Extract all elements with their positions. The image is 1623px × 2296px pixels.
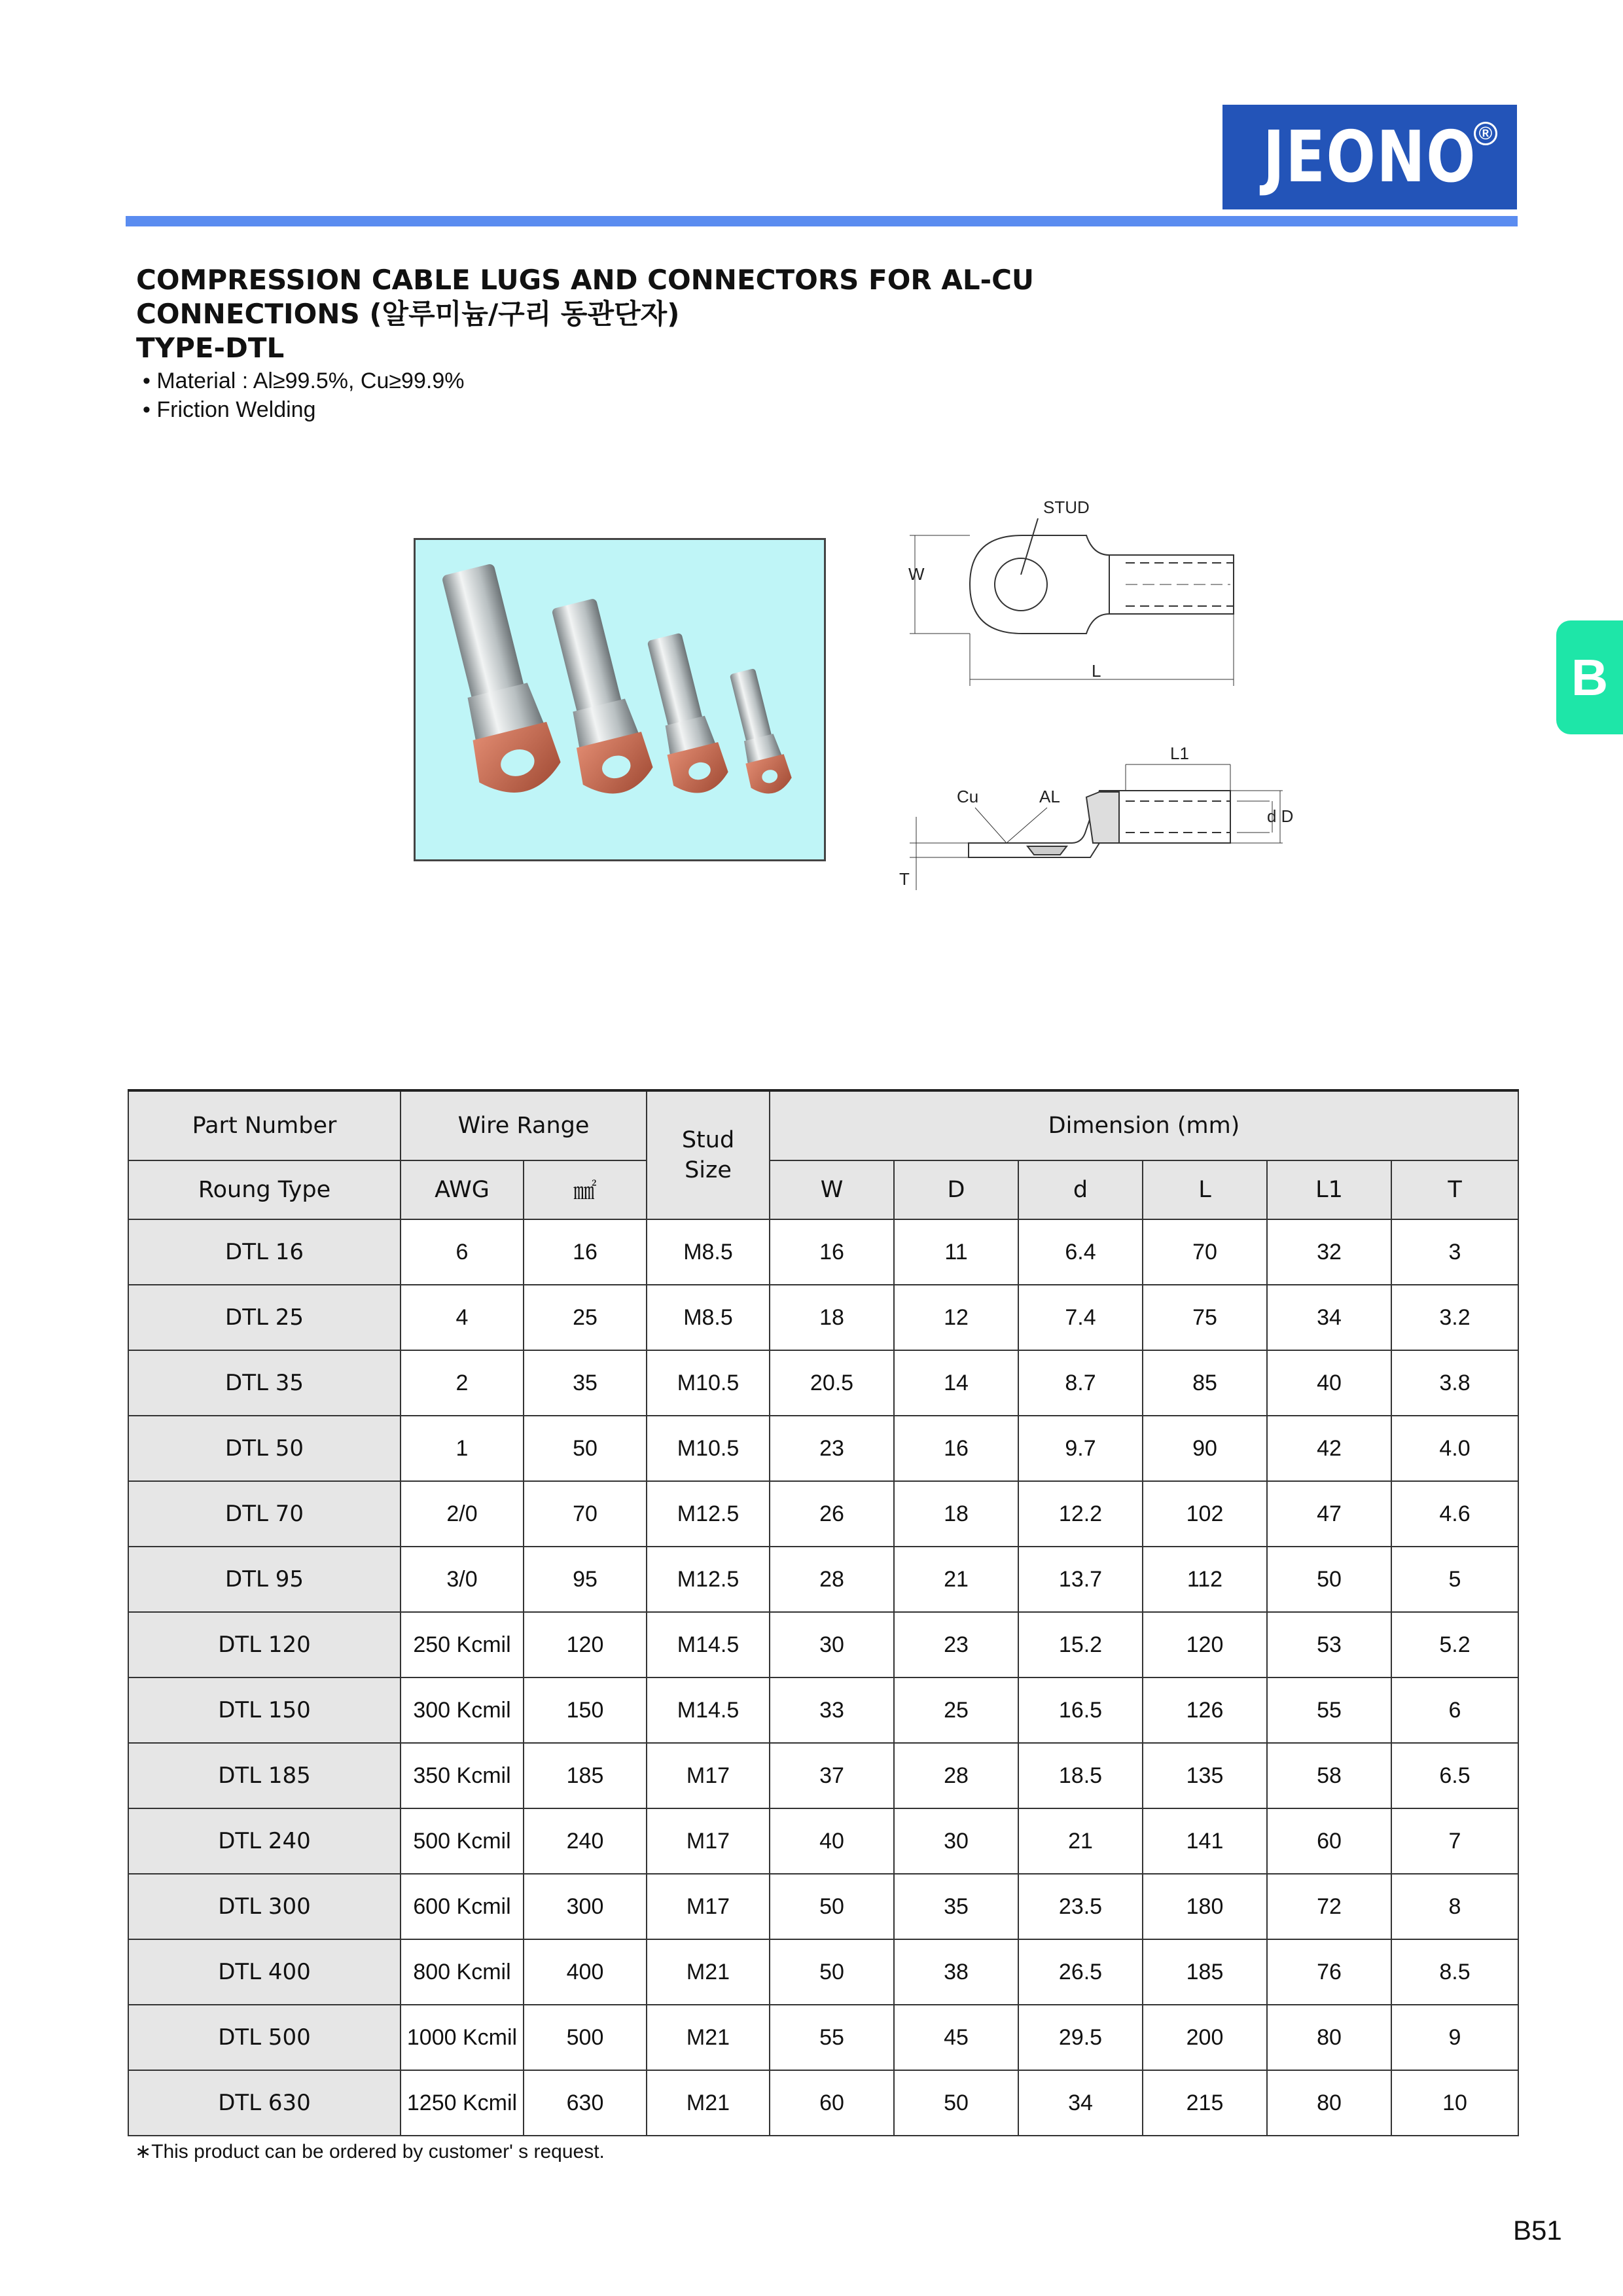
cell-part-number: DTL 500 xyxy=(128,2005,401,2070)
label-l1: L1 xyxy=(1170,744,1189,763)
cell-stud-size: M17 xyxy=(647,1874,770,1939)
cell-awg: 1000 Kcmil xyxy=(401,2005,524,2070)
cell-stud-size: M14.5 xyxy=(647,1677,770,1743)
header-divider xyxy=(126,216,1518,226)
cell-l: 75 xyxy=(1143,1285,1267,1350)
cell-l: 102 xyxy=(1143,1481,1267,1547)
section-tab[interactable]: B xyxy=(1556,620,1623,734)
cell-d: 23.5 xyxy=(1018,1874,1143,1939)
cell-d: 7.4 xyxy=(1018,1285,1143,1350)
header-l: L xyxy=(1143,1160,1267,1219)
cell-awg: 300 Kcmil xyxy=(401,1677,524,1743)
table-row xyxy=(128,1416,1518,1481)
cell-l1: 53 xyxy=(1267,1612,1391,1677)
cell-w: 40 xyxy=(770,1808,894,1874)
cable-lugs-illustration xyxy=(416,540,824,859)
label-l: L xyxy=(1092,661,1101,681)
cell-part-number: DTL 16 xyxy=(128,1219,401,1285)
cell-t: 5 xyxy=(1391,1547,1518,1612)
cell-t: 8.5 xyxy=(1391,1939,1518,2005)
feature-welding: • Friction Welding xyxy=(143,397,316,422)
cell-part-number: DTL 120 xyxy=(128,1612,401,1677)
footnote: ∗This product can be ordered by customer' s request. xyxy=(135,2141,605,2162)
table-row xyxy=(128,1874,1518,1939)
cell-d: 9.7 xyxy=(1018,1416,1143,1481)
cell-awg: 3/0 xyxy=(401,1547,524,1612)
cell-t: 8 xyxy=(1391,1874,1518,1939)
cell-w: 60 xyxy=(770,2070,894,2136)
cell-stud-size: M10.5 xyxy=(647,1416,770,1481)
cell-stud-size: M21 xyxy=(647,2070,770,2136)
cell-w: 20.5 xyxy=(770,1350,894,1416)
cell-w: 28 xyxy=(770,1547,894,1612)
header-round-type: Roung Type xyxy=(128,1160,401,1219)
brand-logo xyxy=(1222,105,1517,209)
cell-D: 16 xyxy=(894,1416,1018,1481)
cell-mm2: 50 xyxy=(524,1416,647,1481)
header-d: d xyxy=(1018,1160,1143,1219)
cell-t: 4.0 xyxy=(1391,1416,1518,1481)
cell-l: 135 xyxy=(1143,1743,1267,1808)
cell-d: 6.4 xyxy=(1018,1219,1143,1285)
cell-w: 30 xyxy=(770,1612,894,1677)
cell-w: 50 xyxy=(770,1874,894,1939)
cell-stud-size: M10.5 xyxy=(647,1350,770,1416)
cell-stud-size: M12.5 xyxy=(647,1547,770,1612)
cell-awg: 4 xyxy=(401,1285,524,1350)
cell-l1: 42 xyxy=(1267,1416,1391,1481)
cell-mm2: 400 xyxy=(524,1939,647,2005)
header-D: D xyxy=(894,1160,1018,1219)
product-photo xyxy=(414,538,826,861)
cell-D: 23 xyxy=(894,1612,1018,1677)
feature-list xyxy=(143,367,464,424)
label-dD: d D xyxy=(1267,806,1294,826)
header-part-number: Part Number xyxy=(128,1090,401,1160)
cell-awg: 1 xyxy=(401,1416,524,1481)
cell-l1: 72 xyxy=(1267,1874,1391,1939)
header-dimension: Dimension (mm) xyxy=(770,1090,1518,1160)
page-title xyxy=(136,263,1034,365)
cell-stud-size: M17 xyxy=(647,1808,770,1874)
cell-D: 50 xyxy=(894,2070,1018,2136)
cell-part-number: DTL 70 xyxy=(128,1481,401,1547)
table-row xyxy=(128,1808,1518,1874)
header-wire-range: Wire Range xyxy=(401,1090,647,1160)
feature-material: • Material : Al≥99.5%, Cu≥99.9% xyxy=(143,368,465,393)
cell-l: 126 xyxy=(1143,1677,1267,1743)
cell-awg: 1250 Kcmil xyxy=(401,2070,524,2136)
cell-l1: 34 xyxy=(1267,1285,1391,1350)
cell-l: 215 xyxy=(1143,2070,1267,2136)
cell-d: 21 xyxy=(1018,1808,1143,1874)
table-row xyxy=(128,1219,1518,1285)
cell-mm2: 185 xyxy=(524,1743,647,1808)
cell-D: 14 xyxy=(894,1350,1018,1416)
cell-l: 112 xyxy=(1143,1547,1267,1612)
cell-mm2: 35 xyxy=(524,1350,647,1416)
cell-part-number: DTL 400 xyxy=(128,1939,401,2005)
cell-t: 6.5 xyxy=(1391,1743,1518,1808)
cell-mm2: 95 xyxy=(524,1547,647,1612)
table-row xyxy=(128,1285,1518,1350)
table-row xyxy=(128,1547,1518,1612)
cell-mm2: 240 xyxy=(524,1808,647,1874)
cell-l1: 80 xyxy=(1267,2070,1391,2136)
cell-l: 180 xyxy=(1143,1874,1267,1939)
cell-stud-size: M21 xyxy=(647,2005,770,2070)
label-al: AL xyxy=(1039,787,1060,806)
title-line-1: COMPRESSION CABLE LUGS AND CONNECTORS FOR AL-CU xyxy=(136,264,1035,296)
header-awg: AWG xyxy=(401,1160,524,1219)
table-row xyxy=(128,1481,1518,1547)
cell-awg: 350 Kcmil xyxy=(401,1743,524,1808)
cell-mm2: 630 xyxy=(524,2070,647,2136)
cell-l1: 60 xyxy=(1267,1808,1391,1874)
cell-l1: 47 xyxy=(1267,1481,1391,1547)
cell-l: 120 xyxy=(1143,1612,1267,1677)
cell-t: 7 xyxy=(1391,1808,1518,1874)
table-row xyxy=(128,2070,1518,2136)
cell-t: 3.2 xyxy=(1391,1285,1518,1350)
cell-D: 21 xyxy=(894,1547,1018,1612)
cell-mm2: 25 xyxy=(524,1285,647,1350)
label-w: W xyxy=(908,564,925,584)
header-stud-size: Stud Size xyxy=(647,1090,770,1219)
table-row xyxy=(128,1939,1518,2005)
cell-part-number: DTL 240 xyxy=(128,1808,401,1874)
cell-l: 200 xyxy=(1143,2005,1267,2070)
cell-stud-size: M8.5 xyxy=(647,1219,770,1285)
cell-l: 185 xyxy=(1143,1939,1267,2005)
cell-awg: 800 Kcmil xyxy=(401,1939,524,2005)
label-cu: Cu xyxy=(957,787,979,806)
page-number: B51 xyxy=(1513,2215,1562,2246)
cell-D: 28 xyxy=(894,1743,1018,1808)
cell-D: 12 xyxy=(894,1285,1018,1350)
cell-d: 26.5 xyxy=(1018,1939,1143,2005)
table-row xyxy=(128,1677,1518,1743)
cell-d: 12.2 xyxy=(1018,1481,1143,1547)
cell-l: 85 xyxy=(1143,1350,1267,1416)
cell-stud-size: M14.5 xyxy=(647,1612,770,1677)
cell-awg: 500 Kcmil xyxy=(401,1808,524,1874)
cell-D: 11 xyxy=(894,1219,1018,1285)
cell-part-number: DTL 35 xyxy=(128,1350,401,1416)
cell-awg: 2 xyxy=(401,1350,524,1416)
table-row xyxy=(128,1350,1518,1416)
cell-D: 38 xyxy=(894,1939,1018,2005)
cell-w: 18 xyxy=(770,1285,894,1350)
cell-l1: 50 xyxy=(1267,1547,1391,1612)
cell-part-number: DTL 50 xyxy=(128,1416,401,1481)
cell-t: 9 xyxy=(1391,2005,1518,2070)
cell-part-number: DTL 185 xyxy=(128,1743,401,1808)
registered-mark: ® xyxy=(1474,122,1497,145)
cell-d: 29.5 xyxy=(1018,2005,1143,2070)
cell-mm2: 500 xyxy=(524,2005,647,2070)
cell-d: 13.7 xyxy=(1018,1547,1143,1612)
cell-mm2: 300 xyxy=(524,1874,647,1939)
cell-t: 10 xyxy=(1391,2070,1518,2136)
cell-awg: 6 xyxy=(401,1219,524,1285)
cell-D: 30 xyxy=(894,1808,1018,1874)
table-row xyxy=(128,1612,1518,1677)
cell-part-number: DTL 630 xyxy=(128,2070,401,2136)
cell-stud-size: M8.5 xyxy=(647,1285,770,1350)
cell-D: 18 xyxy=(894,1481,1018,1547)
header-mm2: ㎟ xyxy=(524,1160,647,1219)
title-line-2: CONNECTIONS (알루미늄/구리 동관단자) xyxy=(136,298,680,330)
cell-D: 45 xyxy=(894,2005,1018,2070)
cell-d: 18.5 xyxy=(1018,1743,1143,1808)
cell-D: 25 xyxy=(894,1677,1018,1743)
dimension-drawing xyxy=(897,490,1315,895)
specification-table xyxy=(128,1089,1519,2136)
cell-l1: 55 xyxy=(1267,1677,1391,1743)
cell-t: 5.2 xyxy=(1391,1612,1518,1677)
cell-t: 3 xyxy=(1391,1219,1518,1285)
cell-part-number: DTL 95 xyxy=(128,1547,401,1612)
table-row xyxy=(128,1743,1518,1808)
cell-part-number: DTL 25 xyxy=(128,1285,401,1350)
cell-w: 37 xyxy=(770,1743,894,1808)
cell-w: 26 xyxy=(770,1481,894,1547)
cell-mm2: 150 xyxy=(524,1677,647,1743)
cell-d: 34 xyxy=(1018,2070,1143,2136)
cell-l1: 40 xyxy=(1267,1350,1391,1416)
label-stud: STUD xyxy=(1043,497,1090,517)
cell-part-number: DTL 300 xyxy=(128,1874,401,1939)
label-t: T xyxy=(899,869,910,889)
cell-awg: 600 Kcmil xyxy=(401,1874,524,1939)
cell-t: 4.6 xyxy=(1391,1481,1518,1547)
cell-d: 16.5 xyxy=(1018,1677,1143,1743)
cell-t: 6 xyxy=(1391,1677,1518,1743)
cell-stud-size: M17 xyxy=(647,1743,770,1808)
cell-mm2: 70 xyxy=(524,1481,647,1547)
cell-l: 141 xyxy=(1143,1808,1267,1874)
cell-d: 15.2 xyxy=(1018,1612,1143,1677)
cell-w: 33 xyxy=(770,1677,894,1743)
cell-l1: 58 xyxy=(1267,1743,1391,1808)
cell-l1: 32 xyxy=(1267,1219,1391,1285)
cell-d: 8.7 xyxy=(1018,1350,1143,1416)
cell-stud-size: M12.5 xyxy=(647,1481,770,1547)
cell-w: 50 xyxy=(770,1939,894,2005)
cell-stud-size: M21 xyxy=(647,1939,770,2005)
cell-l1: 76 xyxy=(1267,1939,1391,2005)
table-row xyxy=(128,2005,1518,2070)
cell-awg: 2/0 xyxy=(401,1481,524,1547)
header-w: W xyxy=(770,1160,894,1219)
cell-D: 35 xyxy=(894,1874,1018,1939)
cell-awg: 250 Kcmil xyxy=(401,1612,524,1677)
cell-mm2: 16 xyxy=(524,1219,647,1285)
cell-mm2: 120 xyxy=(524,1612,647,1677)
title-line-3: TYPE-DTL xyxy=(136,332,285,364)
brand-name: JEONO xyxy=(1262,116,1477,198)
cell-part-number: DTL 150 xyxy=(128,1677,401,1743)
cell-l: 70 xyxy=(1143,1219,1267,1285)
cell-t: 3.8 xyxy=(1391,1350,1518,1416)
cell-w: 55 xyxy=(770,2005,894,2070)
cell-w: 23 xyxy=(770,1416,894,1481)
header-l1: L1 xyxy=(1267,1160,1391,1219)
cell-w: 16 xyxy=(770,1219,894,1285)
cell-l1: 80 xyxy=(1267,2005,1391,2070)
header-t: T xyxy=(1391,1160,1518,1219)
cell-l: 90 xyxy=(1143,1416,1267,1481)
